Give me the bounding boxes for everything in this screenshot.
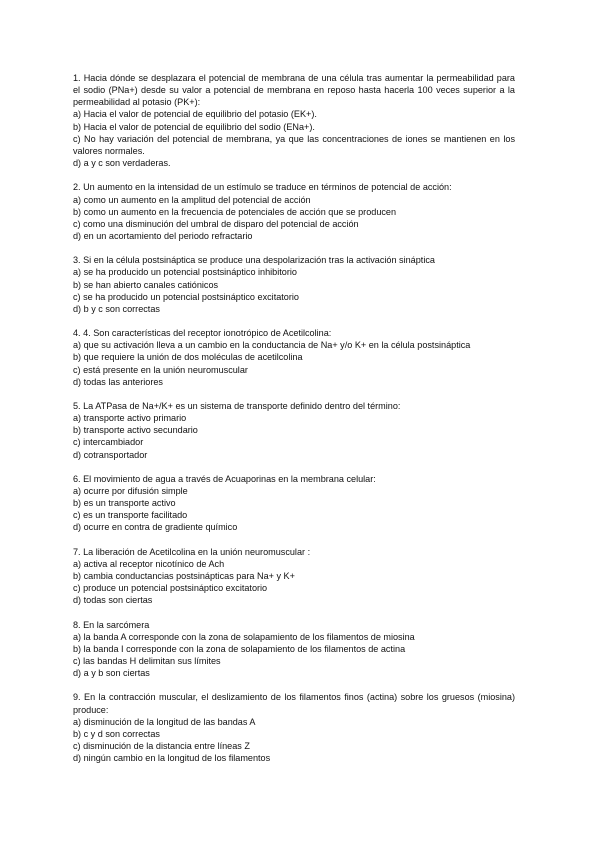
option-b: b) como un aumento en la frecuencia de potenciales de acción que se producen [73, 206, 397, 217]
question-9 [73, 691, 515, 764]
question-text: 1. Hacia dónde se desplazara el potencial de membrana de una célula tras aumentar la permeabilidad para el sodio (PNa+) desde su valor a potencial de membrana en reposo hasta hacerla 100 veces superior a la permeabilidad al potasio (PK+): [73, 73, 515, 108]
option-a: a) Hacia el valor de potencial de equilibrio del potasio (EK+). [73, 109, 317, 120]
question-4 [73, 327, 515, 388]
option-b: b) transporte activo secundario [73, 425, 198, 436]
exam-page [73, 72, 515, 777]
option-c: c) produce un potencial postsináptico excitatorio [73, 583, 268, 594]
question-text: 5. La ATPasa de Na+/K+ es un sistema de transporte definido dentro del término: [73, 400, 401, 411]
option-d: d) ocurre en contra de gradiente químico [73, 522, 238, 533]
option-b: b) Hacia el valor de potencial de equilibrio del sodio (ENa+). [73, 121, 315, 132]
option-c: c) intercambiador [73, 437, 144, 448]
question-text: 9. En la contracción muscular, el deslizamiento de los filamentos finos (actina) sobre los gruesos (miosina) produce: [73, 692, 515, 715]
question-6 [73, 473, 515, 534]
option-c: c) está presente en la unión neuromuscular [73, 364, 248, 375]
option-a: a) activa al receptor nicotínico de Ach [73, 558, 225, 569]
option-c: c) se ha producido un potencial postsináptico excitatorio [73, 291, 299, 302]
option-d: d) cotransportador [73, 449, 148, 460]
option-b: b) es un transporte activo [73, 498, 176, 509]
option-a: a) se ha producido un potencial postsináptico inhibitorio [73, 267, 297, 278]
question-3 [73, 254, 515, 315]
question-1 [73, 72, 515, 169]
option-a: a) disminución de la longitud de las bandas A [73, 716, 256, 727]
option-d: d) todas las anteriores [73, 376, 163, 387]
question-5 [73, 400, 515, 461]
question-text: 4. 4. Son características del receptor ionotrópico de Acetilcolina: [73, 328, 332, 339]
option-a: a) como un aumento en la amplitud del potencial de acción [73, 194, 311, 205]
option-b: b) cambia conductancias postsinápticas para Na+ y K+ [73, 571, 295, 582]
option-d: d) en un acortamiento del periodo refractario [73, 230, 253, 241]
option-b: b) la banda I corresponde con la zona de solapamiento de los filamentos de actina [73, 643, 406, 654]
option-b: b) c y d son correctas [73, 728, 160, 739]
option-a: a) que su activación lleva a un cambio en la conductancia de Na+ y/o K+ en la célula postsináptica [73, 340, 471, 351]
option-d: d) a y b son ciertas [73, 668, 150, 679]
option-c: c) como una disminución del umbral de disparo del potencial de acción [73, 218, 359, 229]
question-text: 2. Un aumento en la intensidad de un estímulo se traduce en términos de potencial de acción: [73, 182, 452, 193]
option-c: c) No hay variación del potencial de membrana, ya que las concentraciones de iones se mantienen en los valores normales. [73, 133, 515, 156]
question-8 [73, 619, 515, 680]
question-text: 3. Si en la célula postsináptica se produce una despolarización tras la activación sináptica [73, 255, 435, 266]
option-d: d) a y c son verdaderas. [73, 158, 171, 169]
option-c: c) disminución de la distancia entre líneas Z [73, 741, 250, 752]
option-d: d) todas son ciertas [73, 595, 153, 606]
question-7 [73, 546, 515, 607]
question-text: 6. El movimiento de agua a través de Acuaporinas en la membrana celular: [73, 473, 376, 484]
option-a: a) ocurre por difusión simple [73, 486, 188, 496]
option-b: b) que requiere la unión de dos moléculas de acetilcolina [73, 352, 303, 363]
question-2 [73, 181, 515, 242]
option-a: a) transporte activo primario [73, 413, 187, 424]
question-text: 8. En la sarcómera [73, 619, 150, 630]
option-c: c) las bandas H delimitan sus límites [73, 656, 221, 667]
question-text: 7. La liberación de Acetilcolina en la unión neuromuscular : [73, 546, 311, 557]
option-d: d) b y c son correctas [73, 303, 160, 314]
option-d: d) ningún cambio en la longitud de los filamentos [73, 753, 271, 764]
option-c: c) es un transporte facilitado [73, 510, 188, 521]
option-a: a) la banda A corresponde con la zona de solapamiento de los filamentos de miosina [73, 631, 415, 642]
option-b: b) se han abierto canales catiónicos [73, 279, 219, 290]
